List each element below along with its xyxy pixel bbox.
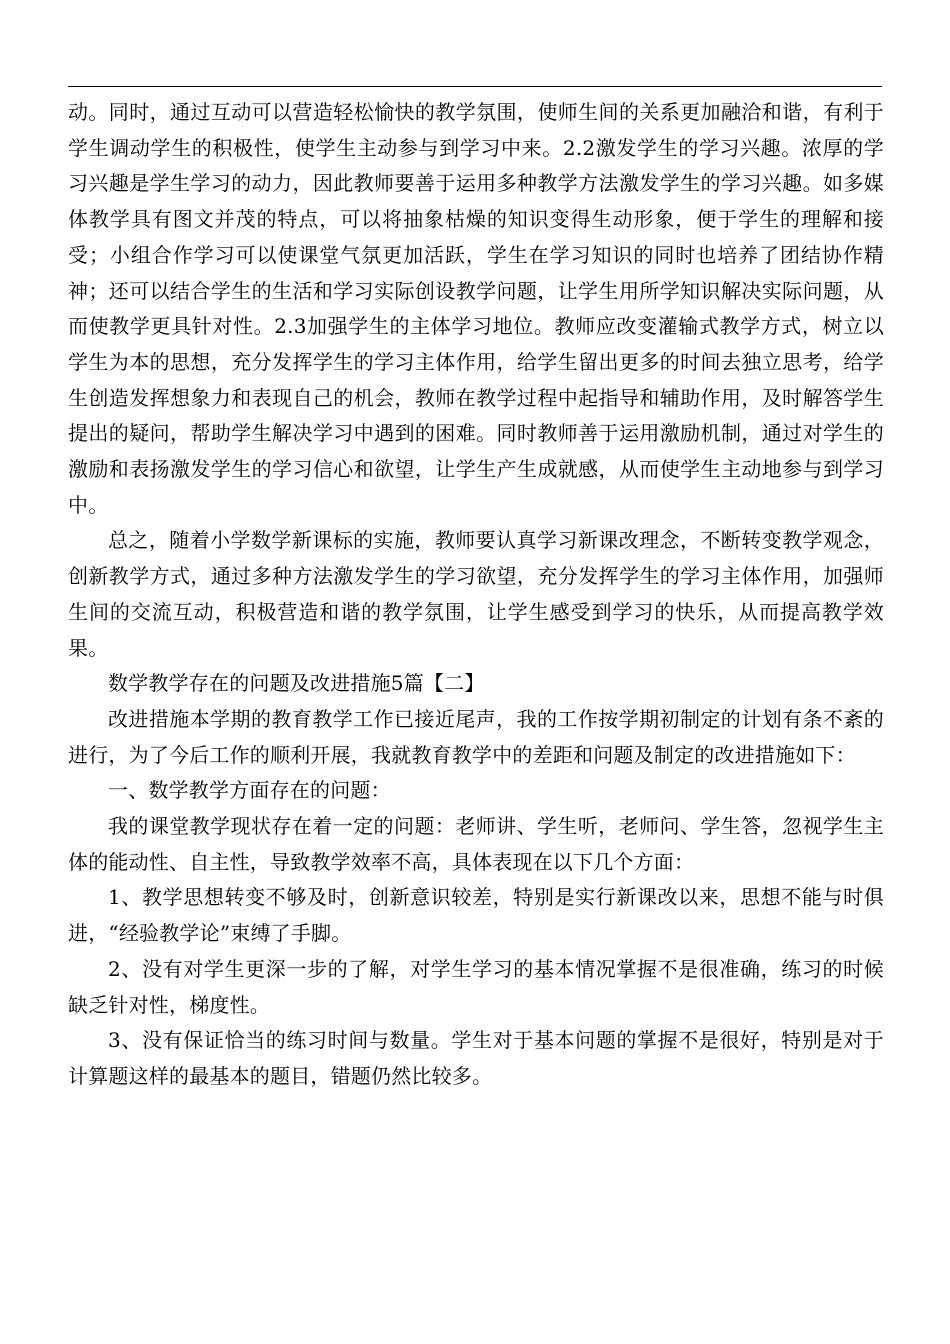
- list-item-2: 2、没有对学生更深一步的了解，对学生学习的基本情况掌握不是很准确，练习的时候缺乏针对性，梯度性。: [68, 956, 884, 1017]
- paragraph-current-state: 我的课堂教学现状存在着一定的问题：老师讲、学生听，老师问、学生答，忽视学生主体的能动性、自主性，导致教学效率不高，具体表现在以下几个方面：: [68, 814, 884, 874]
- section-title: 数学教学存在的问题及改进措施5篇【二】: [108, 671, 485, 696]
- header-rule: [68, 86, 882, 87]
- list-item-3: 3、没有保证恰当的练习时间与数量。学生对于基本问题的掌握不是很好，特别是对于计算题这样的最基本的题目，错题仍然比较多。: [68, 1028, 884, 1088]
- paragraph-summary: 总之，随着小学数学新课标的实施，教师要认真学习新课改理念，不断转变教学观念，创新教学方式，通过多种方法激发学生的学习欲望，充分发挥学生的学习主体作用，加强师生间的交流互动，积极营造和谐的教学氛围，让学生感受到学习的快乐，从而提高教学效果。: [68, 528, 884, 660]
- paragraph-continuation: 动。同时，通过互动可以营造轻松愉快的教学氛围，使师生间的关系更加融洽和谐，有利于学生调动学生的积极性，使学生主动参与到学习中来。2.2激发学生的学习兴趣。浓厚的学习兴趣是学生学习的动力，因此教师要善于运用多种教学方法激发学生的学习兴趣。如多媒体教学具有图文并茂的特点，可以将抽象枯燥的知识变得生动形象，便于学生的理解和接受；小组合作学习可以使课堂气氛更加活跃，学生在学习知识的同时也培养了团结协作精神；还可以结合学生的生活和学习实际创设教学问题，让学生用所学知识解决实际问题，从而使教学更具针对性。2.3加强学生的主体学习地位。教师应改变灌输式教学方式，树立以学生为本的思想，充分发挥学生的学习主体作用，给学生留出更多的时间去独立思考，给学生创造发挥想象力和表现自己的机会，教师在教学过程中起指导和辅助作用，及时解答学生提出的疑问，帮助学生解决学习中遇到的困难。同时教师善于运用激励机制，通过对学生的激励和表扬激发学生的学习信心和欲望，让学生产生成就感，从而使学生主动地参与到学习中。: [68, 100, 884, 517]
- list-item-1: 1、教学思想转变不够及时，创新意识较差，特别是实行新课改以来，思想不能与时俱进，“经验教学论”束缚了手脚。: [68, 885, 884, 946]
- document-body: [68, 95, 884, 1095]
- subheading-problems: 一、数学教学方面存在的问题：: [108, 778, 391, 803]
- paragraph-intro: 改进措施本学期的教育教学工作已接近尾声，我的工作按学期初制定的计划有条不紊的进行，为了今后工作的顺利开展，我就教育教学中的差距和问题及制定的改进措施如下：: [68, 706, 884, 767]
